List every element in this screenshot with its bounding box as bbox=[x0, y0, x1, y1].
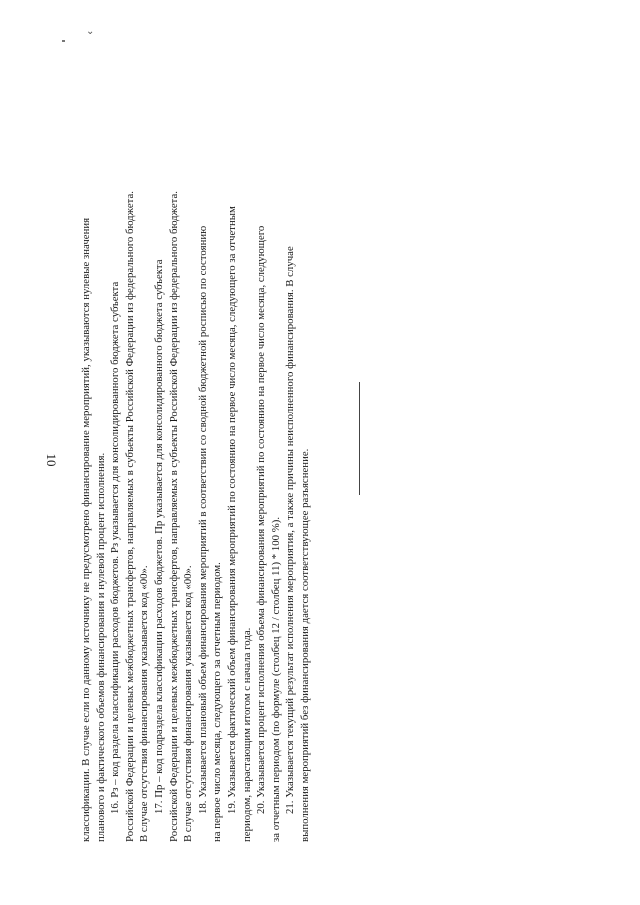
text-line: 19. Указывается фактический объем финансирования мероприятий по состоянию на первое число месяца, следующего за отчетным bbox=[225, 206, 238, 814]
scan-speck bbox=[62, 40, 65, 42]
text-line: В случае отсутствия финансирования указывается код «00». bbox=[138, 565, 151, 842]
text-line: 20. Указывается процент исполнения объема финансирования мероприятий по состоянию на первое число месяца, следующего bbox=[255, 225, 268, 814]
text-line: 18. Указывается плановый объем финансирования мероприятий в соответствии со сводной бюджетной росписью по состоянию bbox=[196, 225, 209, 814]
corner-mark: ⌄ bbox=[86, 26, 95, 37]
text-line: классификации. В случае если по данному источнику не предусмотрено финансирование мероприятий, указываются нулевые значения bbox=[80, 217, 92, 842]
text-line: за отчетным периодом (по формуле (столбец 12 / столбец 11) * 100 %). bbox=[269, 516, 282, 842]
text-line: на первое число месяца, следующего за отчетным периодом. bbox=[211, 562, 224, 842]
text-line: Российской Федерации и целевых межбюджетных трансфертов, направляемых в субъекты Российской Федерации из федерального бюджета. bbox=[167, 191, 180, 842]
text-line: 16. Рз – код раздела классификации расходов бюджетов. Рз указывается для консолидированного бюджета субъекта bbox=[109, 281, 122, 814]
text-line: Российской Федерации и целевых межбюджетных трансфертов, направляемых в субъекты Российской Федерации из федерального бюджета. bbox=[123, 191, 136, 842]
text-line: 17. Пр – код подраздела классификации расходов бюджетов. Пр указывается для консолидированного бюджета субъекта bbox=[152, 259, 165, 814]
end-divider-line bbox=[359, 382, 360, 495]
text-line: В случае отсутствия финансирования указывается код «00». bbox=[182, 565, 195, 842]
text-line: периодом, нарастающим итогом с начала года. bbox=[240, 627, 253, 842]
text-line: выполнения мероприятий без финансирования дается соответствующее разъяснение. bbox=[298, 448, 311, 842]
text-line: планового и фактического объемов финансирования и нулевой процент исполнения. bbox=[94, 452, 107, 842]
rotated-text-block bbox=[79, 52, 313, 842]
text-line: 21. Указывается текущий результат исполнения мероприятия, а также причины неисполненного финансирования. В случае bbox=[284, 246, 297, 814]
page-number: 10 bbox=[44, 453, 59, 467]
